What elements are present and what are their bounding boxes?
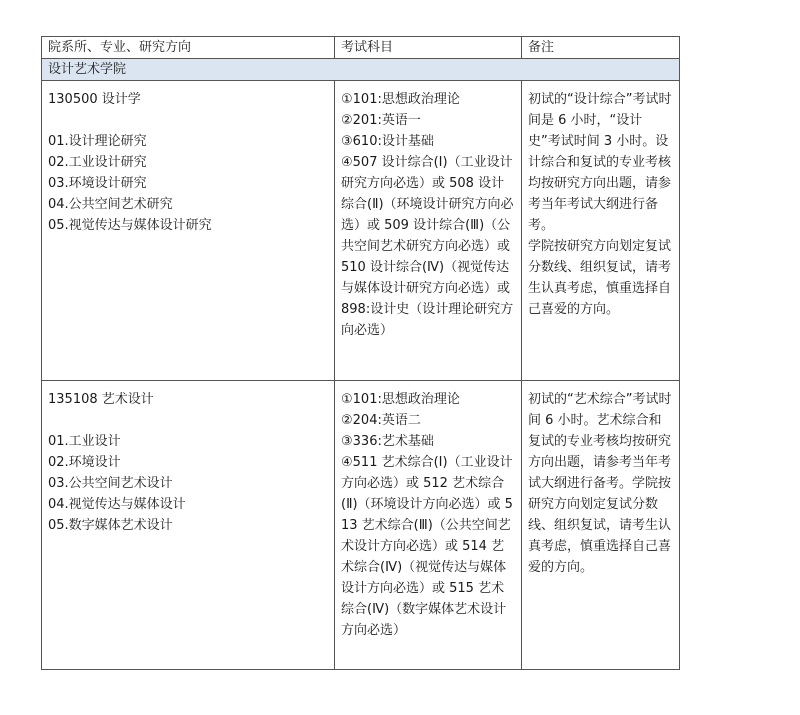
section-title: 设计艺术学院 xyxy=(42,59,680,81)
direction-item: 03.环境设计研究 xyxy=(48,176,147,191)
table-header-row xyxy=(42,37,680,59)
major-name: 135108 艺术设计 xyxy=(48,392,154,407)
subjects-cell xyxy=(335,381,522,670)
subject-item: ④511 艺术综合(Ⅰ)（工业设计方向必选）或 512 艺术综合(Ⅱ)（环境设计方向必选）或 513 艺术综合(Ⅲ)（公共空间艺术设计方向必选）或 514 艺术综合(Ⅳ)（视觉传达与媒体设计方向必选）或 515 艺术综合(Ⅳ)（数字媒体艺术设计方向必选） xyxy=(341,455,513,638)
admissions-table xyxy=(41,36,680,670)
major-name: 130500 设计学 xyxy=(48,92,141,107)
direction-item: 01.设计理论研究 xyxy=(48,134,147,149)
remark-text: 初试的“设计综合”考试时间是 6 小时，“设计史”考试时间 3 小时。设计综合和复试的专业考核均按研究方向出题，请参考当年考试大纲进行备考。 xyxy=(528,92,672,233)
subject-item: ①101:思想政治理论 xyxy=(341,392,460,407)
subject-item: ①101:思想政治理论 xyxy=(341,92,460,107)
direction-item: 04.视觉传达与媒体设计 xyxy=(48,497,186,512)
direction-item: 02.环境设计 xyxy=(48,455,121,470)
subject-item: ③610:设计基础 xyxy=(341,134,434,149)
header-exam-subjects: 考试科目 xyxy=(335,37,522,59)
subject-item: ④507 设计综合(Ⅰ)（工业设计研究方向必选）或 508 设计综合(Ⅱ)（环境设计研究方向必选）或 509 设计综合(Ⅲ)（公共空间艺术研究方向必选）或 510 设计综合(Ⅳ)（视觉传达与媒体设计研究方向必选）或 898:设计史（设计理论研究方向必选） xyxy=(341,155,514,338)
direction-item: 05.视觉传达与媒体设计研究 xyxy=(48,218,212,233)
remark-text: 学院按研究方向划定复试分数线、组织复试，请考生认真考虑，慎重选择自己喜爱的方向。 xyxy=(528,239,672,317)
section-row xyxy=(42,59,680,81)
program-cell xyxy=(42,81,335,381)
remarks-cell xyxy=(522,81,680,381)
header-remarks: 备注 xyxy=(522,37,680,59)
table-row xyxy=(42,381,680,670)
direction-item: 05.数字媒体艺术设计 xyxy=(48,518,173,533)
direction-item: 02.工业设计研究 xyxy=(48,155,147,170)
subject-item: ③336:艺术基础 xyxy=(341,434,434,449)
remark-text: 初试的“艺术综合”考试时间 6 小时。艺术综合和复试的专业考核均按研究方向出题，请参考当年考试大纲进行备考。学院按研究方向划定复试分数线、组织复试，请考生认真考虑，慎重选择自己喜爱的方向。 xyxy=(528,392,672,575)
subject-item: ②204:英语二 xyxy=(341,413,421,428)
table-row xyxy=(42,81,680,381)
subject-item: ②201:英语一 xyxy=(341,113,421,128)
direction-item: 04.公共空间艺术研究 xyxy=(48,197,173,212)
direction-item: 01.工业设计 xyxy=(48,434,121,449)
subjects-cell xyxy=(335,81,522,381)
program-cell xyxy=(42,381,335,670)
remarks-cell xyxy=(522,381,680,670)
direction-item: 03.公共空间艺术设计 xyxy=(48,476,173,491)
header-department: 院系所、专业、研究方向 xyxy=(42,37,335,59)
